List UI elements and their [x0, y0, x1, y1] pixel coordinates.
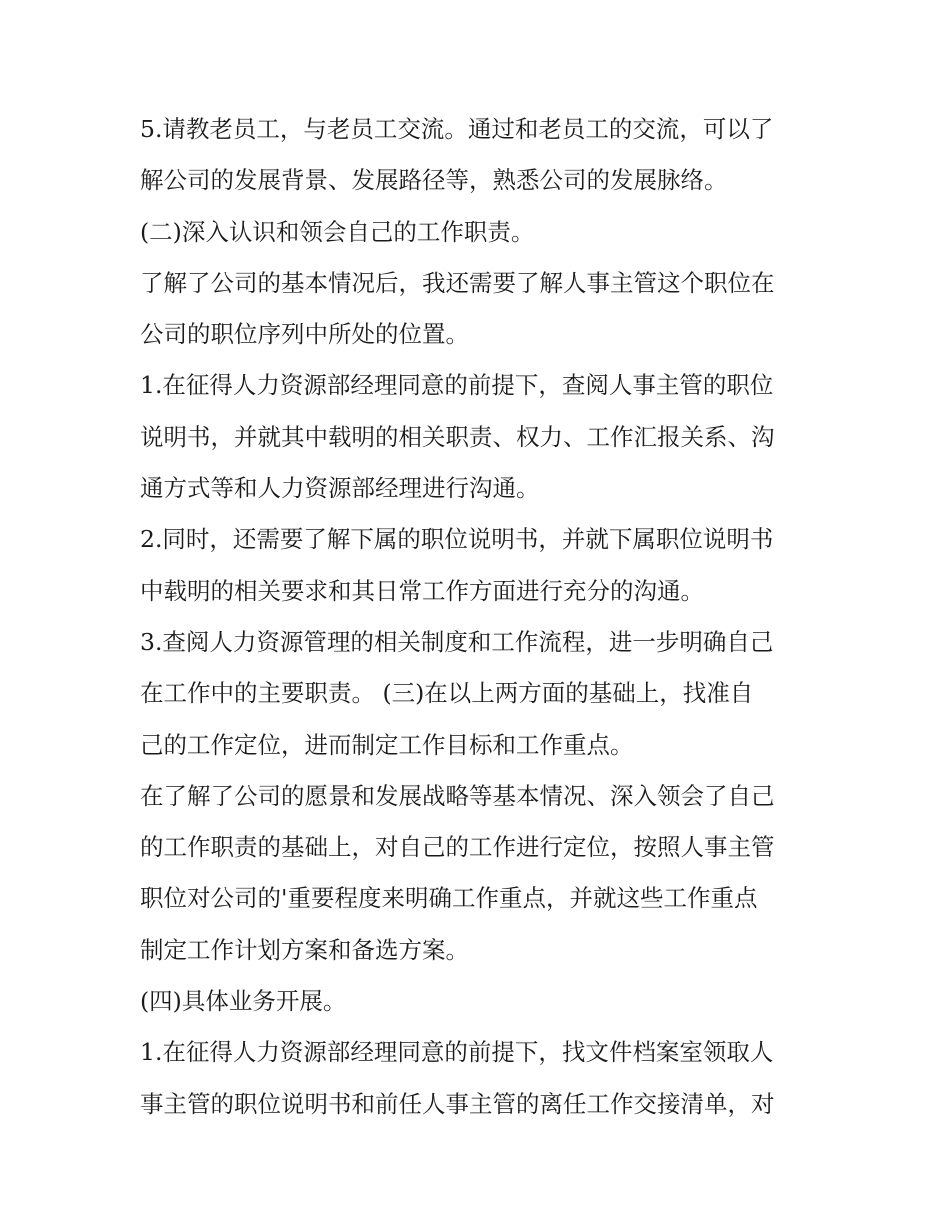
text-line: 事主管的职位说明书和前任人事主管的离任工作交接清单，对 [140, 1089, 775, 1118]
text-line: 说明书，并就其中载明的相关职责、权力、工作汇报关系、沟 [140, 422, 775, 451]
text-line: 中载明的相关要求和其日常工作方面进行充分的沟通。 [140, 576, 704, 605]
text-line: 公司的职位序列中所处的位置。 [140, 320, 469, 349]
text-line: 1.在征得人力资源部经理同意的前提下，找文件档案室领取人 [140, 1038, 774, 1067]
text-line: 了解了公司的基本情况后，我还需要了解人事主管这个职位在 [140, 268, 775, 297]
text-line: 己的工作定位，进而制定工作目标和工作重点。 [140, 730, 634, 759]
text-line: 2.同时，还需要了解下属的职位说明书，并就下属职位说明书 [140, 525, 774, 554]
text-line: 制定工作计划方案和备选方案。 [140, 935, 469, 964]
text-line: 通方式等和人力资源部经理进行沟通。 [140, 474, 540, 503]
section-heading: (二)深入认识和领会自己的工作职责。 [140, 217, 535, 246]
section-heading: (四)具体业务开展。 [140, 987, 347, 1016]
document-body [140, 104, 820, 1130]
text-line: 5.请教老员工，与老员工交流。通过和老员工的交流，可以了 [140, 115, 774, 143]
text-line: 在了解了公司的愿景和发展战略等基本情况、深入领会了自己 [140, 781, 775, 810]
text-line: 职位对公司的'重要程度来明确工作重点，并就这些工作重点 [140, 884, 758, 913]
text-line: 解公司的发展背景、发展路径等，熟悉公司的发展脉络。 [140, 166, 728, 195]
text-line: 的工作职责的基础上，对自己的工作进行定位，按照人事主管 [140, 833, 775, 862]
text-line: 在工作中的主要职责。 (三)在以上两方面的基础上，找准自 [140, 679, 754, 708]
text-line: 1.在征得人力资源部经理同意的前提下，查阅人事主管的职位 [140, 371, 774, 400]
text-line: 3.查阅人力资源管理的相关制度和工作流程，进一步明确自己 [140, 627, 774, 656]
